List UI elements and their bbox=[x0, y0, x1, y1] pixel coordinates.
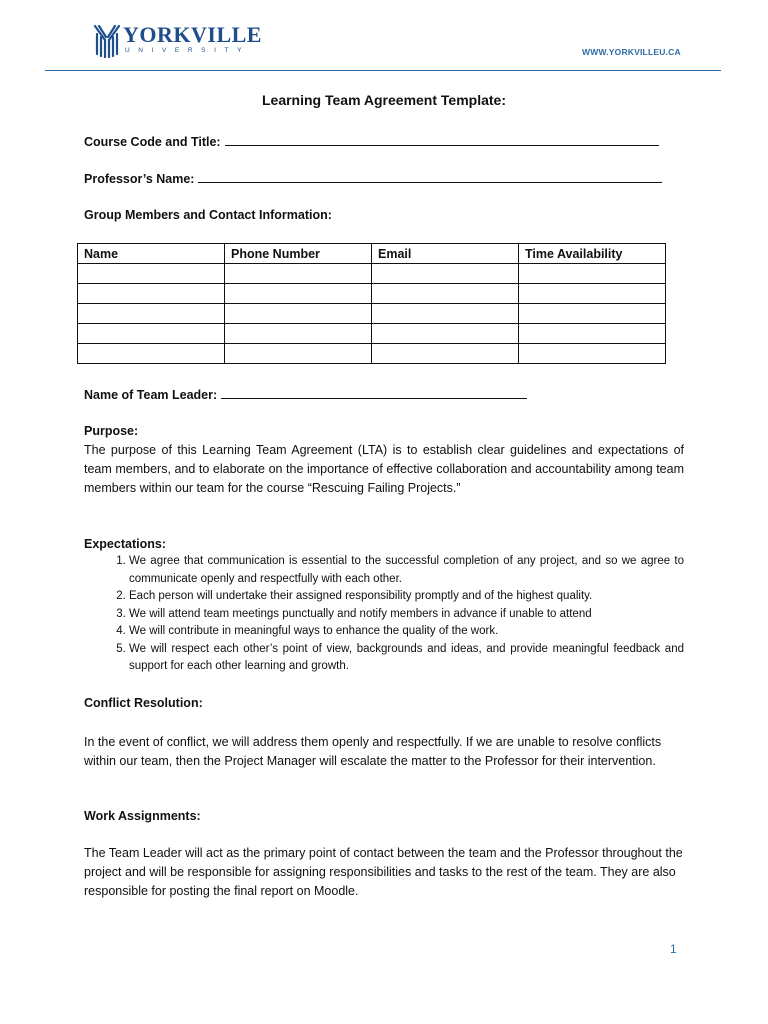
professor-blank bbox=[198, 170, 662, 183]
table-cell bbox=[78, 344, 225, 364]
table-header-name: Name bbox=[78, 244, 225, 264]
team-leader-blank bbox=[221, 386, 527, 399]
table-cell bbox=[519, 344, 666, 364]
work-heading: Work Assignments: bbox=[84, 809, 201, 823]
table-cell bbox=[225, 324, 372, 344]
expectations-list bbox=[84, 553, 684, 676]
members-table bbox=[77, 243, 666, 364]
table-cell bbox=[519, 304, 666, 324]
table-cell bbox=[372, 264, 519, 284]
table-row bbox=[78, 264, 666, 284]
list-item: 3. We will attend team meetings punctually and notify members in advance if unable to attend bbox=[129, 606, 684, 624]
work-text: The Team Leader will act as the primary point of contact between the team and the Professor throughout the project and will be responsible for assigning responsibilities and tasks to the rest of the team. They are also responsible for posting the final report on Moodle. bbox=[84, 846, 683, 898]
list-item: 4. We will contribute in meaningful ways to enhance the quality of the work. bbox=[129, 623, 684, 641]
team-leader-field bbox=[84, 386, 527, 402]
list-item: 2. Each person will undertake their assigned responsibility promptly and of the highest quality. bbox=[129, 588, 684, 606]
table-cell bbox=[372, 324, 519, 344]
table-cell bbox=[78, 324, 225, 344]
page-number: 1 bbox=[670, 942, 677, 956]
table-cell bbox=[225, 264, 372, 284]
table-row bbox=[78, 324, 666, 344]
table-cell bbox=[519, 264, 666, 284]
table-cell bbox=[372, 304, 519, 324]
group-members-heading: Group Members and Contact Information: bbox=[84, 208, 332, 222]
course-field bbox=[84, 133, 659, 149]
table-cell bbox=[225, 344, 372, 364]
table-cell bbox=[225, 284, 372, 304]
table-cell bbox=[78, 284, 225, 304]
table-cell bbox=[78, 264, 225, 284]
professor-label: Professor’s Name: bbox=[84, 172, 195, 186]
table-cell bbox=[372, 344, 519, 364]
yorkville-logo-mark-icon bbox=[93, 24, 121, 58]
table-header-phone: Phone Number bbox=[225, 244, 372, 264]
logo-subtitle: UNIVERSITY bbox=[125, 47, 251, 54]
conflict-heading: Conflict Resolution: bbox=[84, 696, 203, 710]
table-cell bbox=[225, 304, 372, 324]
table-row bbox=[78, 304, 666, 324]
list-item: 1. We agree that communication is essential to the successful completion of any project, and so we agree to communicate openly and respectfully with each other. bbox=[129, 553, 684, 588]
page-title: Learning Team Agreement Template: bbox=[261, 92, 506, 108]
table-header-row bbox=[78, 244, 666, 264]
table-row bbox=[78, 344, 666, 364]
table-header-email: Email bbox=[372, 244, 519, 264]
table-header-availability: Time Availability bbox=[519, 244, 666, 264]
course-label: Course Code and Title: bbox=[84, 135, 221, 149]
team-leader-label: Name of Team Leader: bbox=[84, 388, 218, 402]
table-cell bbox=[519, 324, 666, 344]
list-item: 5. We will respect each other’s point of view, backgrounds and ideas, and provide meaningful feedback and support for each other learning and growth. bbox=[129, 641, 684, 676]
expectations-heading: Expectations: bbox=[84, 537, 166, 551]
purpose-heading: Purpose: bbox=[84, 424, 139, 438]
website-link[interactable]: WWW.YORKVILLEU.CA bbox=[582, 47, 681, 57]
university-logo bbox=[93, 24, 262, 58]
table-row bbox=[78, 284, 666, 304]
professor-field bbox=[84, 170, 662, 186]
table-cell bbox=[78, 304, 225, 324]
logo-name: YORKVILLE bbox=[123, 22, 262, 47]
course-blank bbox=[225, 133, 659, 146]
conflict-text: In the event of conflict, we will address them openly and respectfully. If we are unable to resolve conflicts within our team, then the Project Manager will escalate the matter to the Professor for their intervention. bbox=[84, 735, 662, 768]
table-cell bbox=[372, 284, 519, 304]
purpose-text: The purpose of this Learning Team Agreement (LTA) is to establish clear guidelines and expectations of team members, and to elaborate on the importance of effective collaboration and accountability among team members within our team for the course “Rescuing Failing Projects.” bbox=[84, 443, 684, 495]
table-cell bbox=[519, 284, 666, 304]
